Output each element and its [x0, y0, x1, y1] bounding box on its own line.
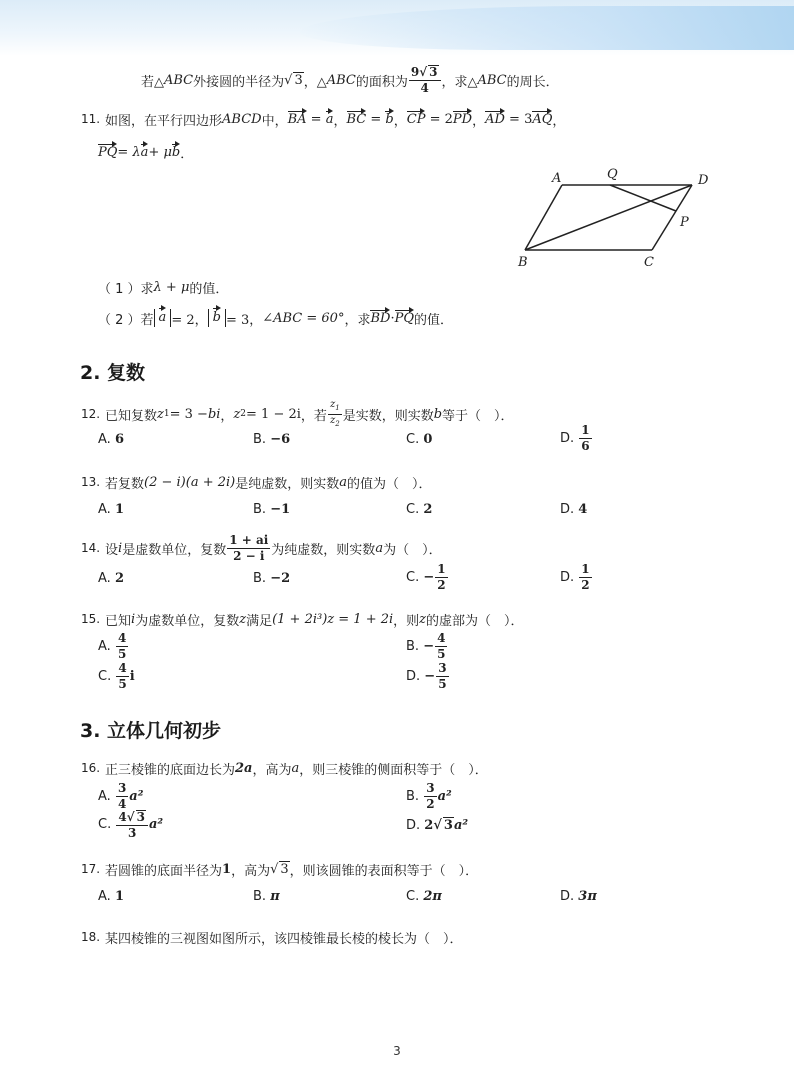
q13-option-b[interactable]: B. −1 — [253, 502, 291, 517]
q13-option-c[interactable]: C. 2 — [406, 502, 433, 517]
q14-fraction: $\frac{1 + ai}{2 - i}$ — [229, 532, 269, 563]
q17-option-d[interactable]: D. 3π — [560, 889, 597, 904]
label-a: A — [552, 171, 562, 186]
label-b: B — [518, 255, 528, 270]
q18-stem: 18. 某四棱锥的三视图如图所示，该四棱锥最长棱的棱长为（ ）． — [81, 930, 463, 947]
q11-stem: 11. 如图，在平行四边形 ABCD 中， BA = a ， BC = b ， CP = 2 PD ， AD = 3 AQ ， — [81, 111, 566, 129]
q12-option-b[interactable]: B. −6 — [253, 432, 291, 447]
header-decoration — [0, 0, 794, 56]
q10-conclusion: 若△ ABC 外接圆的半径为 √ 3 ，△ ABC 的面积为 $\frac{9√ 3}{4}$ ，求△ ABC 的周长． — [141, 65, 559, 95]
q17-option-c[interactable]: C. 2π — [406, 889, 442, 904]
q11-part2: （ 2 ）若 a = 2， b = 3， ∠ABC = 60° ，求 BD · PQ 的值． — [98, 309, 454, 328]
area-fraction: $\frac{9√ 3}{4}$ — [409, 65, 441, 94]
q12-option-c[interactable]: C. 0 — [406, 432, 433, 447]
q12-stem: 12. 已知复数 z 1 = 3 − bi ， z 2 = 1 − 2i ，若 $\frac{z_1}{z_2}$ 是实数，则实数 b 等于（ ）． — [81, 399, 514, 428]
q13-stem: 13. 若复数 (2 − i)(a + 2i) 是纯虚数，则实数 a 的值为（ ）． — [81, 474, 432, 492]
q12-option-d[interactable]: D. $\frac{1}{6}$ — [560, 423, 590, 453]
z1-over-z2: $\frac{z_1}{z_2}$ — [329, 399, 340, 428]
q16-option-a[interactable]: A. $\frac{3}{4}$ a² — [98, 781, 144, 811]
q16-option-c[interactable]: C. $\frac{4√ 3}{3}$ a² — [98, 810, 164, 840]
section-heading-solid-geometry: 3. 立体几何初步 — [80, 720, 222, 742]
label-c: C — [644, 255, 654, 270]
q17-option-a[interactable]: A. 1 — [98, 889, 124, 904]
segment-qp — [610, 185, 676, 211]
q14-option-b[interactable]: B. −2 — [253, 571, 291, 586]
q13-option-d[interactable]: D. 4 — [560, 502, 588, 517]
section-heading-complex-numbers: 2. 复数 — [80, 362, 146, 384]
q11-part1: （ 1 ）求 λ + μ 的值． — [98, 279, 229, 297]
q16-option-d[interactable]: D. 2 √ 3 a² — [406, 817, 469, 833]
q12-option-a[interactable]: A. 6 — [98, 432, 124, 447]
q13-option-a[interactable]: A. 1 — [98, 502, 124, 517]
q16-option-b[interactable]: B. $\frac{3}{2}$ a² — [406, 781, 452, 811]
q15-option-b[interactable]: B. − $\frac{4}{5}$ — [406, 631, 446, 661]
q14-option-a[interactable]: A. 2 — [98, 571, 124, 586]
label-d: D — [698, 173, 709, 188]
q15-option-c[interactable]: C. $\frac{4}{5}$ i — [98, 661, 135, 691]
q14-option-d[interactable]: D. $\frac{1}{2}$ — [560, 562, 590, 592]
parallelogram-figure — [512, 162, 722, 272]
q16-stem: 16. 正三棱锥的底面边长为 2a ，高为 a ，则三棱锥的侧面积等于（ ）． — [81, 760, 488, 778]
page-number: 3 — [393, 1044, 401, 1058]
q15-option-d[interactable]: D. − $\frac{3}{5}$ — [406, 661, 447, 691]
label-p: P — [680, 215, 689, 230]
q11-stem-line2: PQ = λ a + μ b ． — [98, 144, 194, 162]
q14-option-c[interactable]: C. − $\frac{1}{2}$ — [406, 562, 446, 592]
edge-ab — [525, 185, 562, 250]
q15-stem: 15. 已知 i 为虚数单位，复数 z 满足 (1 + 2i³)z = 1 + 2i ，则 z 的虚部为（ ）． — [81, 611, 524, 629]
q17-option-b[interactable]: B. π — [253, 889, 280, 904]
q17-stem: 17. 若圆锥的底面半径为 1 ，高为 √ 3 ，则该圆锥的表面积等于（ ）． — [81, 861, 479, 879]
label-q: Q — [607, 167, 618, 182]
diagonal-bd — [525, 185, 692, 250]
q15-option-a[interactable]: A. $\frac{4}{5}$ — [98, 631, 127, 661]
header-wave — [300, 6, 794, 50]
q14-stem: 14. 设 i 是虚数单位，复数 $\frac{1 + ai}{2 - i}$ 为纯虚数，则实数 a 为（ ）． — [81, 532, 442, 563]
